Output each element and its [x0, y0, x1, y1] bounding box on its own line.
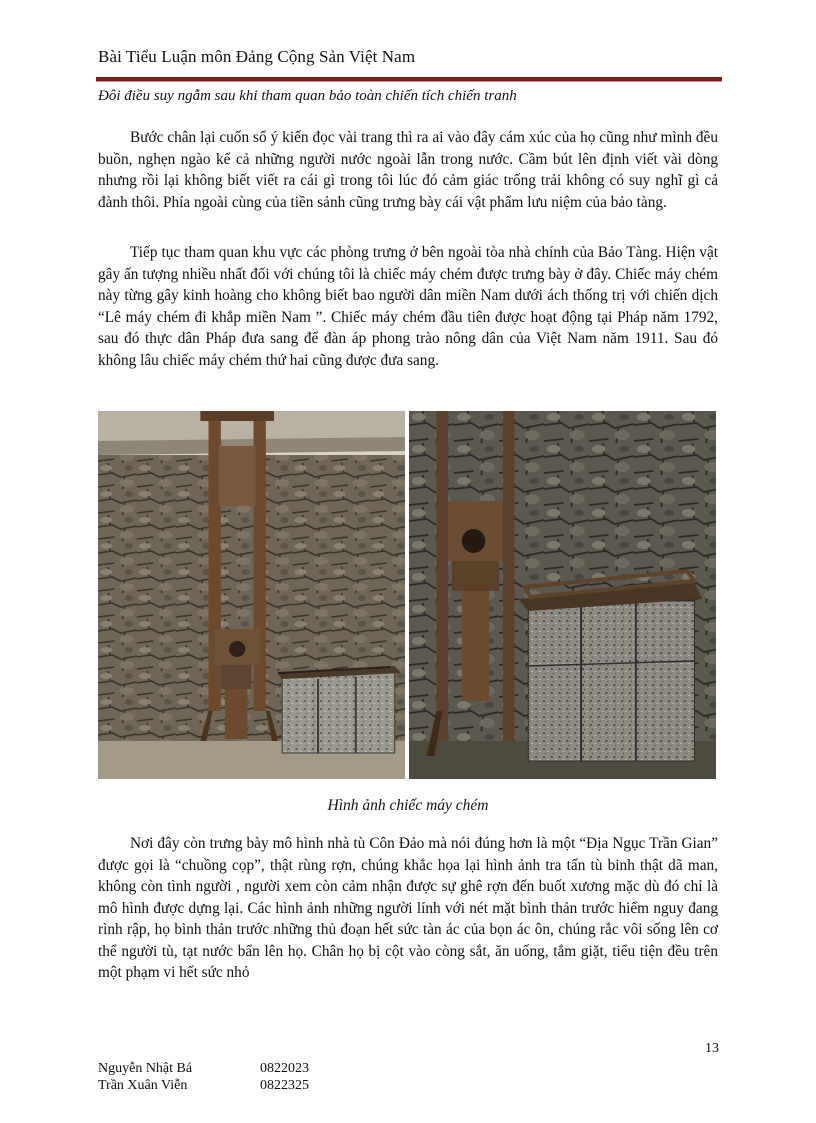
header-divider [96, 77, 722, 82]
header-title: Bài Tiểu Luận môn Đảng Cộng Sản Việt Nam [98, 47, 416, 66]
author-row [98, 1078, 309, 1094]
paragraph-1: Bước chân lại cuốn sổ ý kiến đọc vài trang thì ra ai vào đây cám xúc của họ cũng như mình đều buồn, nghẹn ngào kể cả những người nước ngoài lẫn trong nước. Cầm bút lên định viết vài dòng nhưng rồi lại không biết viết ra cái gì trong tôi lúc đó cảm giác trống trải không có suy nghĩ gì cả đành thôi. Phía ngoài cùng của tiền sảnh cũng trưng bày cái vật phẩm lưu niệm của bảo tàng. [98, 129, 718, 211]
guillotine-photos [98, 411, 716, 779]
author-id: 0822023 [260, 1061, 309, 1076]
paragraph-2: Tiếp tục tham quan khu vực các phòng trưng ở bên ngoài tòa nhà chính của Bảo Tàng. Hiện vật gây ấn tượng nhiều nhất đối với chúng tôi là chiếc máy chém được trưng bày ở đây. Chiếc máy chém này từng gây kinh hoàng cho không biết bao người dân miền Nam dưới ách thống trị với chiến dịch “Lê máy chém đi khắp miền Nam ”. Chiếc máy chém đầu tiên được hoạt động tại Pháp năm 1792, sau đó thực dân Pháp đưa sang để đàn áp phong trào nông dân của Việt Nam năm 1911. Sau đó không lâu chiếc máy chém thứ hai cũng được đưa sang. [98, 244, 718, 369]
author-name: Nguyễn Nhật Bá [98, 1061, 193, 1076]
page-number: 13 [705, 1041, 719, 1056]
header-subtitle: Đôi điều suy ngẫm sau khi tham quan bảo toàn chiến tích chiến tranh [98, 88, 517, 104]
author-id: 0822325 [260, 1078, 309, 1093]
guillotine-photo-left [98, 411, 405, 779]
author-name: Trần Xuân Viễn [98, 1078, 188, 1093]
paragraph-3: Nơi đây còn trưng bày mô hình nhà tù Côn Đảo mà nói đúng hơn là một “Địa Ngục Trần Gian” được gọi là “chuồng cọp”, thật rùng rợn, chúng khắc họa lại hình ảnh tra tấn tù binh thật dã man, không còn tình người , người xem còn cảm nhận được sự ghê rợn đến buốt xương mặc dù đó chỉ là mô hình được dựng lại. Các hình ảnh những người lính với nét mặt bình thản trước hiểm nguy đang rình rập, họ bình thản trước những thủ đoạn hết sức tàn ác của bọn ác ôn, chúng rắc vôi sống lên cơ thể người tù, tạt nước bẩn lên họ. Chân họ bị cột vào còng sắt, ăn uống, tắm giặt, tiểu tiện đều trên một phạm vi hết sức nhỏ [98, 835, 718, 981]
figure-caption: Hình ảnh chiếc máy chém [327, 797, 489, 814]
author-row [98, 1061, 309, 1077]
guillotine-photo-right [409, 411, 716, 779]
